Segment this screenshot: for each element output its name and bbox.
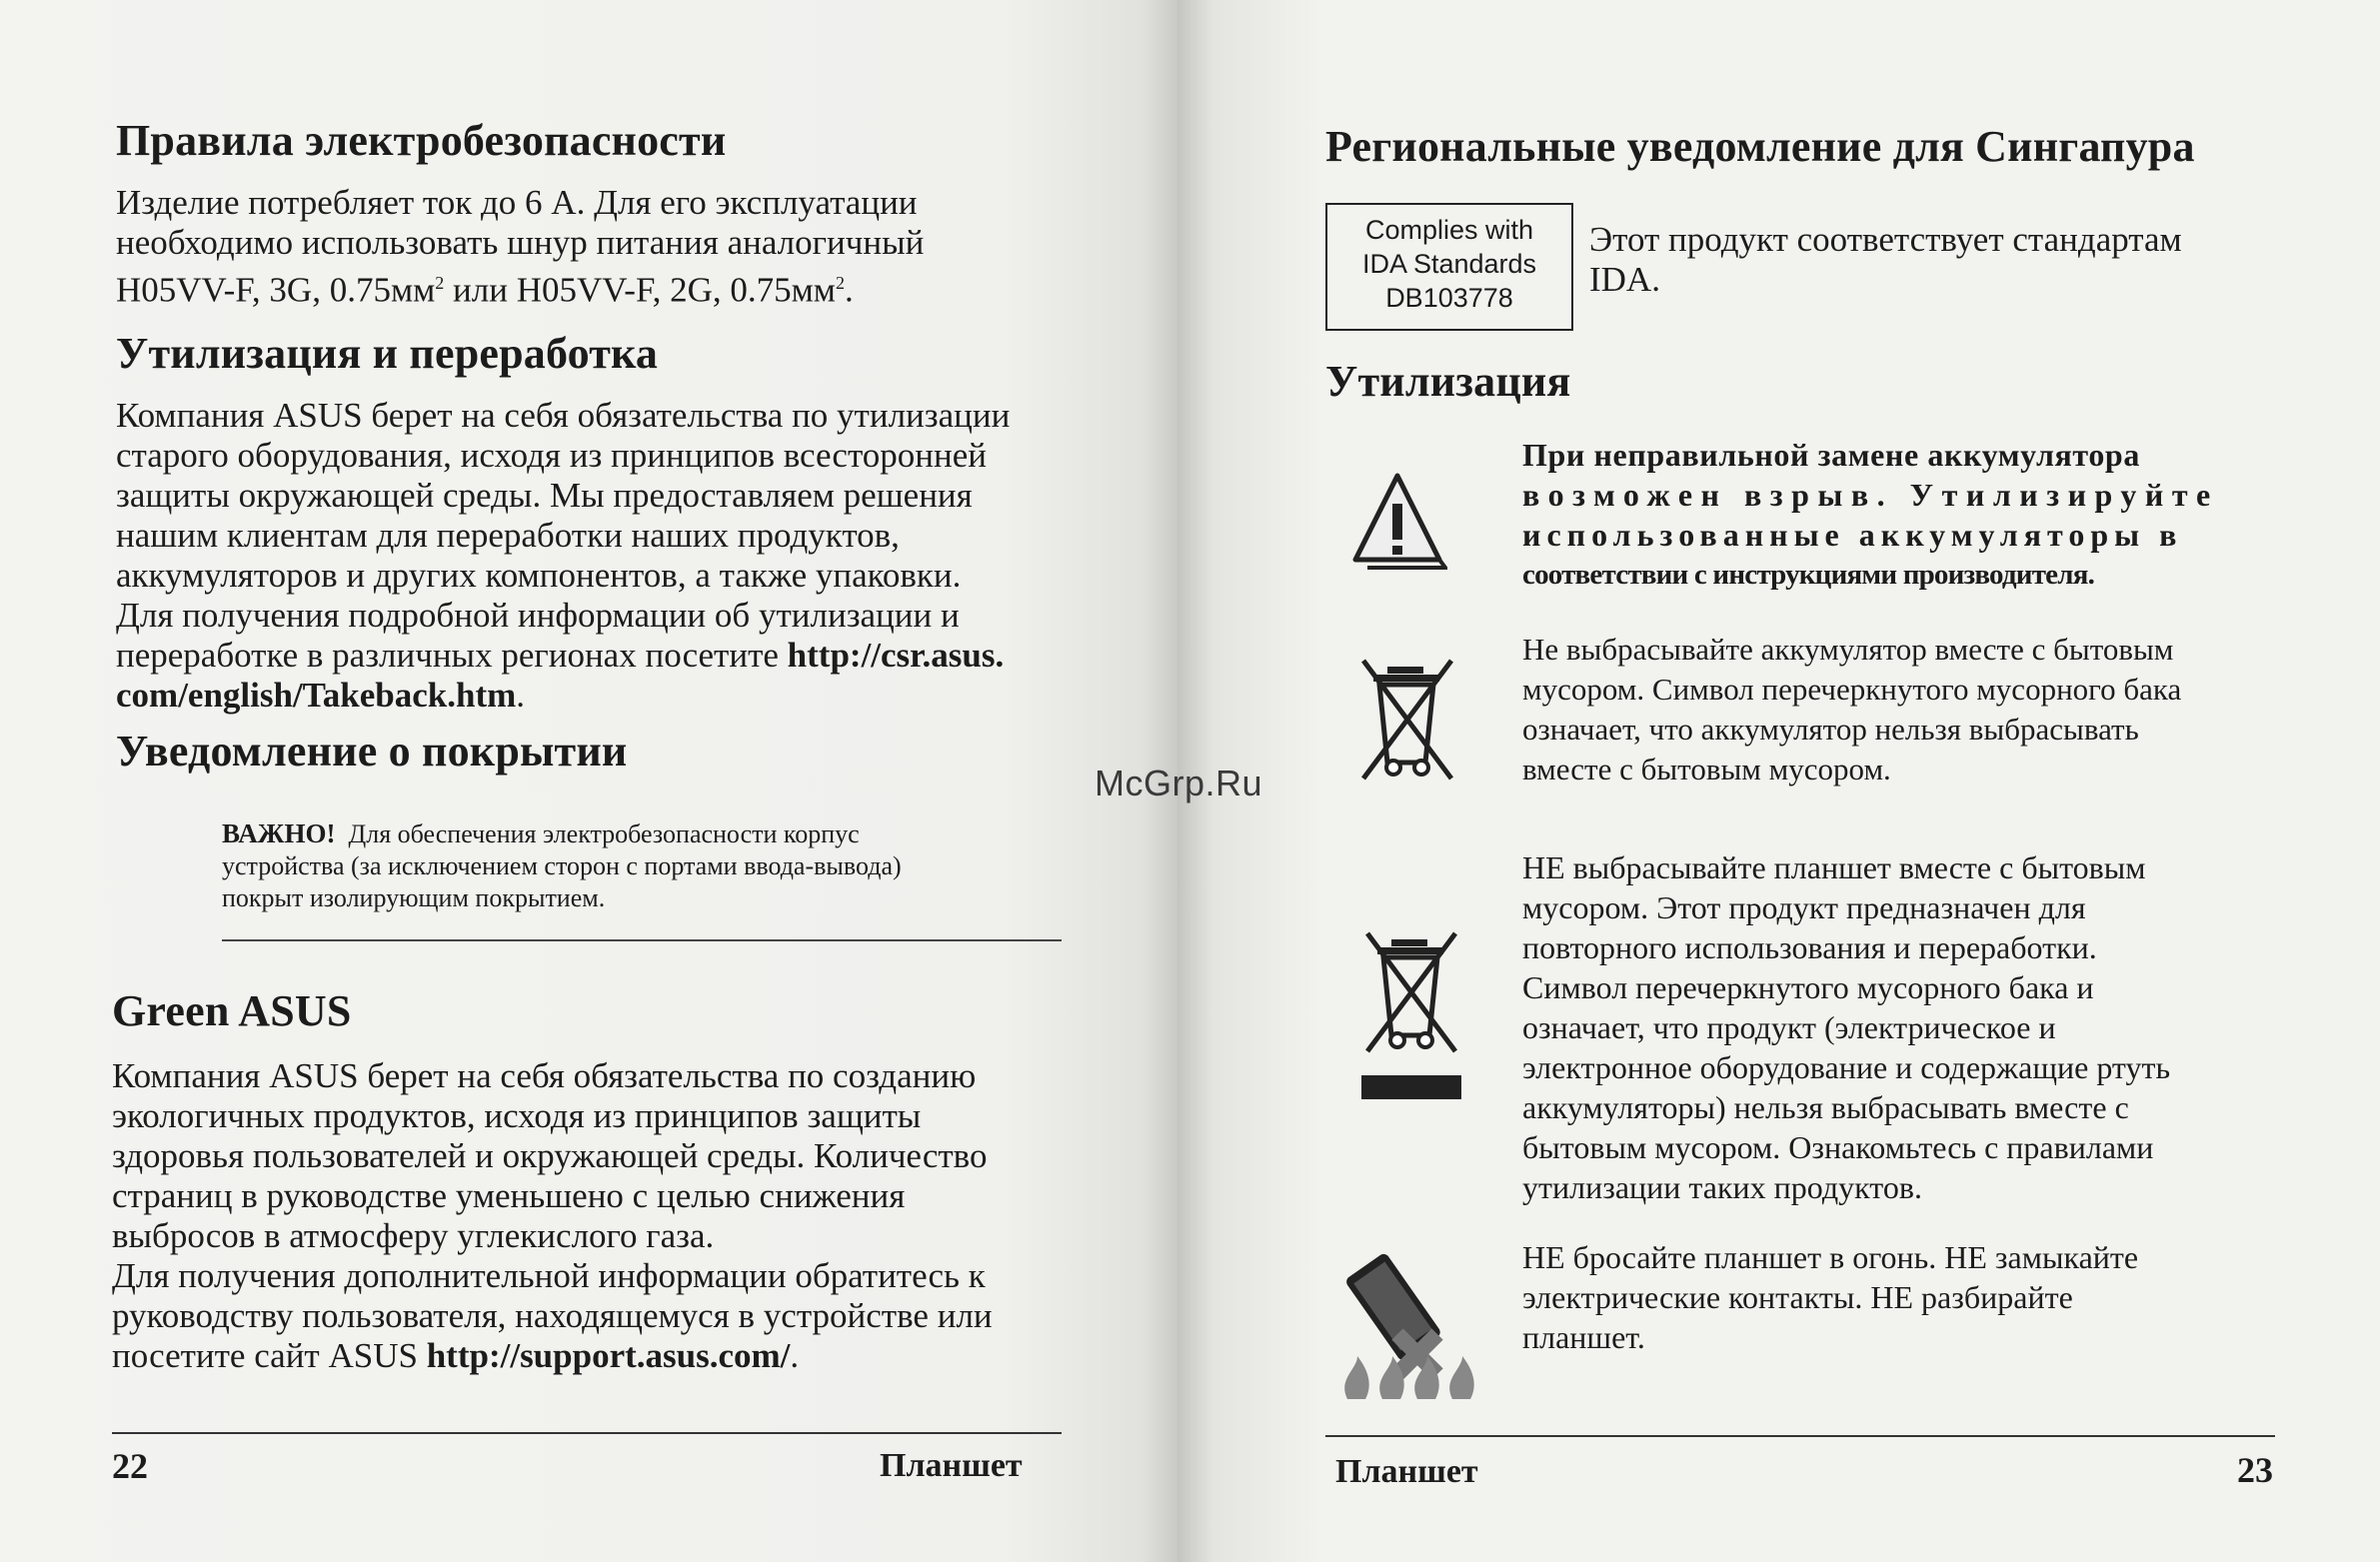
tablet-disposal-text: НЕ выбрасывайте планшет вместе с бытовым мусором. Этот продукт предназначен для повторного использования и переработки. Символ перечеркнутого мусорного бака и означает, что продукт (электрическое и электронное оборудование и содержащие ртуть аккумуляторы) нельзя выбрасывать вместе с бытовым мусором. Ознакомьтесь с правилами утилизации таких продуктов. xyxy=(1522,849,2171,1205)
left-footer-rule xyxy=(112,1432,1062,1434)
watermark: McGrp.Ru xyxy=(1095,763,1263,803)
note-divider xyxy=(222,939,1062,941)
takeback-link[interactable]: http://csr.asus. xyxy=(787,636,1005,675)
recycling-heading: Утилизация и переработка xyxy=(116,329,659,378)
crossed-bin-icon xyxy=(1357,655,1457,784)
electrical-safety-text: Изделие потребляет ток до 6 А. Для его эксплуатации необходимо использовать шнур питания аналогичный H05VV-F, 3G, $0.75мм^2$ или H05VV-F, 2G, $0.75мм^2$. xyxy=(116,183,925,310)
fire-warning-text: НЕ бросайте планшет в огонь. НЕ замыкайте электрические контакты. НЕ разбирайте планшет. xyxy=(1522,1239,2139,1355)
electrical-safety-heading: Правила электробезопасности xyxy=(116,116,727,165)
right-page xyxy=(1178,0,2380,1562)
ida-text: Этот продукт соответствует стандартам IDA. xyxy=(1589,220,2182,299)
left-page xyxy=(0,0,1178,1562)
support-link[interactable]: http://support.asus.com/ xyxy=(426,1336,791,1375)
no-fire-icon xyxy=(1337,1244,1477,1404)
right-page-number: 23 xyxy=(2237,1450,2273,1490)
left-footer-title: Планшет xyxy=(880,1447,1023,1484)
left-page-number: 22 xyxy=(112,1446,148,1486)
coating-note: ВАЖНО! Для обеспечения электробезопасности корпус устройства (за исключением сторон с портами ввода-вывода) покрыт изолирующим покрытием. xyxy=(222,818,902,912)
recycling-text: Компания ASUS берет на себя обязательства по утилизации старого оборудования, исходя из принципов всесторонней защиты окружающей среды. Мы предоставляем решения нашим клиентам для переработки наших продуктов, аккумуляторов и других компонентов, а также упаковки. Для получения подробной информации об утилизации и переработке в различных регионах посетите http://csr.asus. com/english/Takeback.htm. xyxy=(116,396,1011,715)
singapore-heading: Региональные уведомление для Сингапура xyxy=(1325,122,2195,171)
warning-icon xyxy=(1347,468,1447,578)
important-label: ВАЖНО! xyxy=(222,818,336,848)
right-footer-rule xyxy=(1325,1435,2275,1437)
green-asus-heading: Green ASUS xyxy=(112,986,352,1035)
battery-warning: При неправильной замене аккумулятора возможен взрыв. Утилизируйте использованные аккумуляторы в соответствии с инструкциями производителя. xyxy=(1522,437,2219,591)
crossed-bin-bar-icon xyxy=(1355,927,1465,1102)
ida-badge: Complies with IDA Standards DB103778 xyxy=(1325,203,1573,331)
disposal-heading: Утилизация xyxy=(1325,357,1571,406)
right-footer-title: Планшет xyxy=(1335,1453,1478,1490)
battery-disposal-text: Не выбрасывайте аккумулятор вместе с бытовым мусором. Символ перечеркнутого мусорного бака означает, что аккумулятор нельзя выбрасывать вместе с бытовым мусором. xyxy=(1522,632,2182,786)
takeback-link-cont[interactable]: com/english/Takeback.htm xyxy=(116,676,517,715)
green-asus-text: Компания ASUS берет на себя обязательства по созданию экологичных продуктов, исходя из принципов защиты здоровья пользователей и окружающей среды. Количество страниц в руководстве уменьшено с целью снижения выбросов в атмосферу углекислого газа. Для получения дополнительной информации обратитесь к руководству пользователя, находящемуся в устройстве или посетите сайт ASUS http://support.asus.com/. xyxy=(112,1056,993,1375)
coating-heading: Уведомление о покрытии xyxy=(116,727,628,776)
